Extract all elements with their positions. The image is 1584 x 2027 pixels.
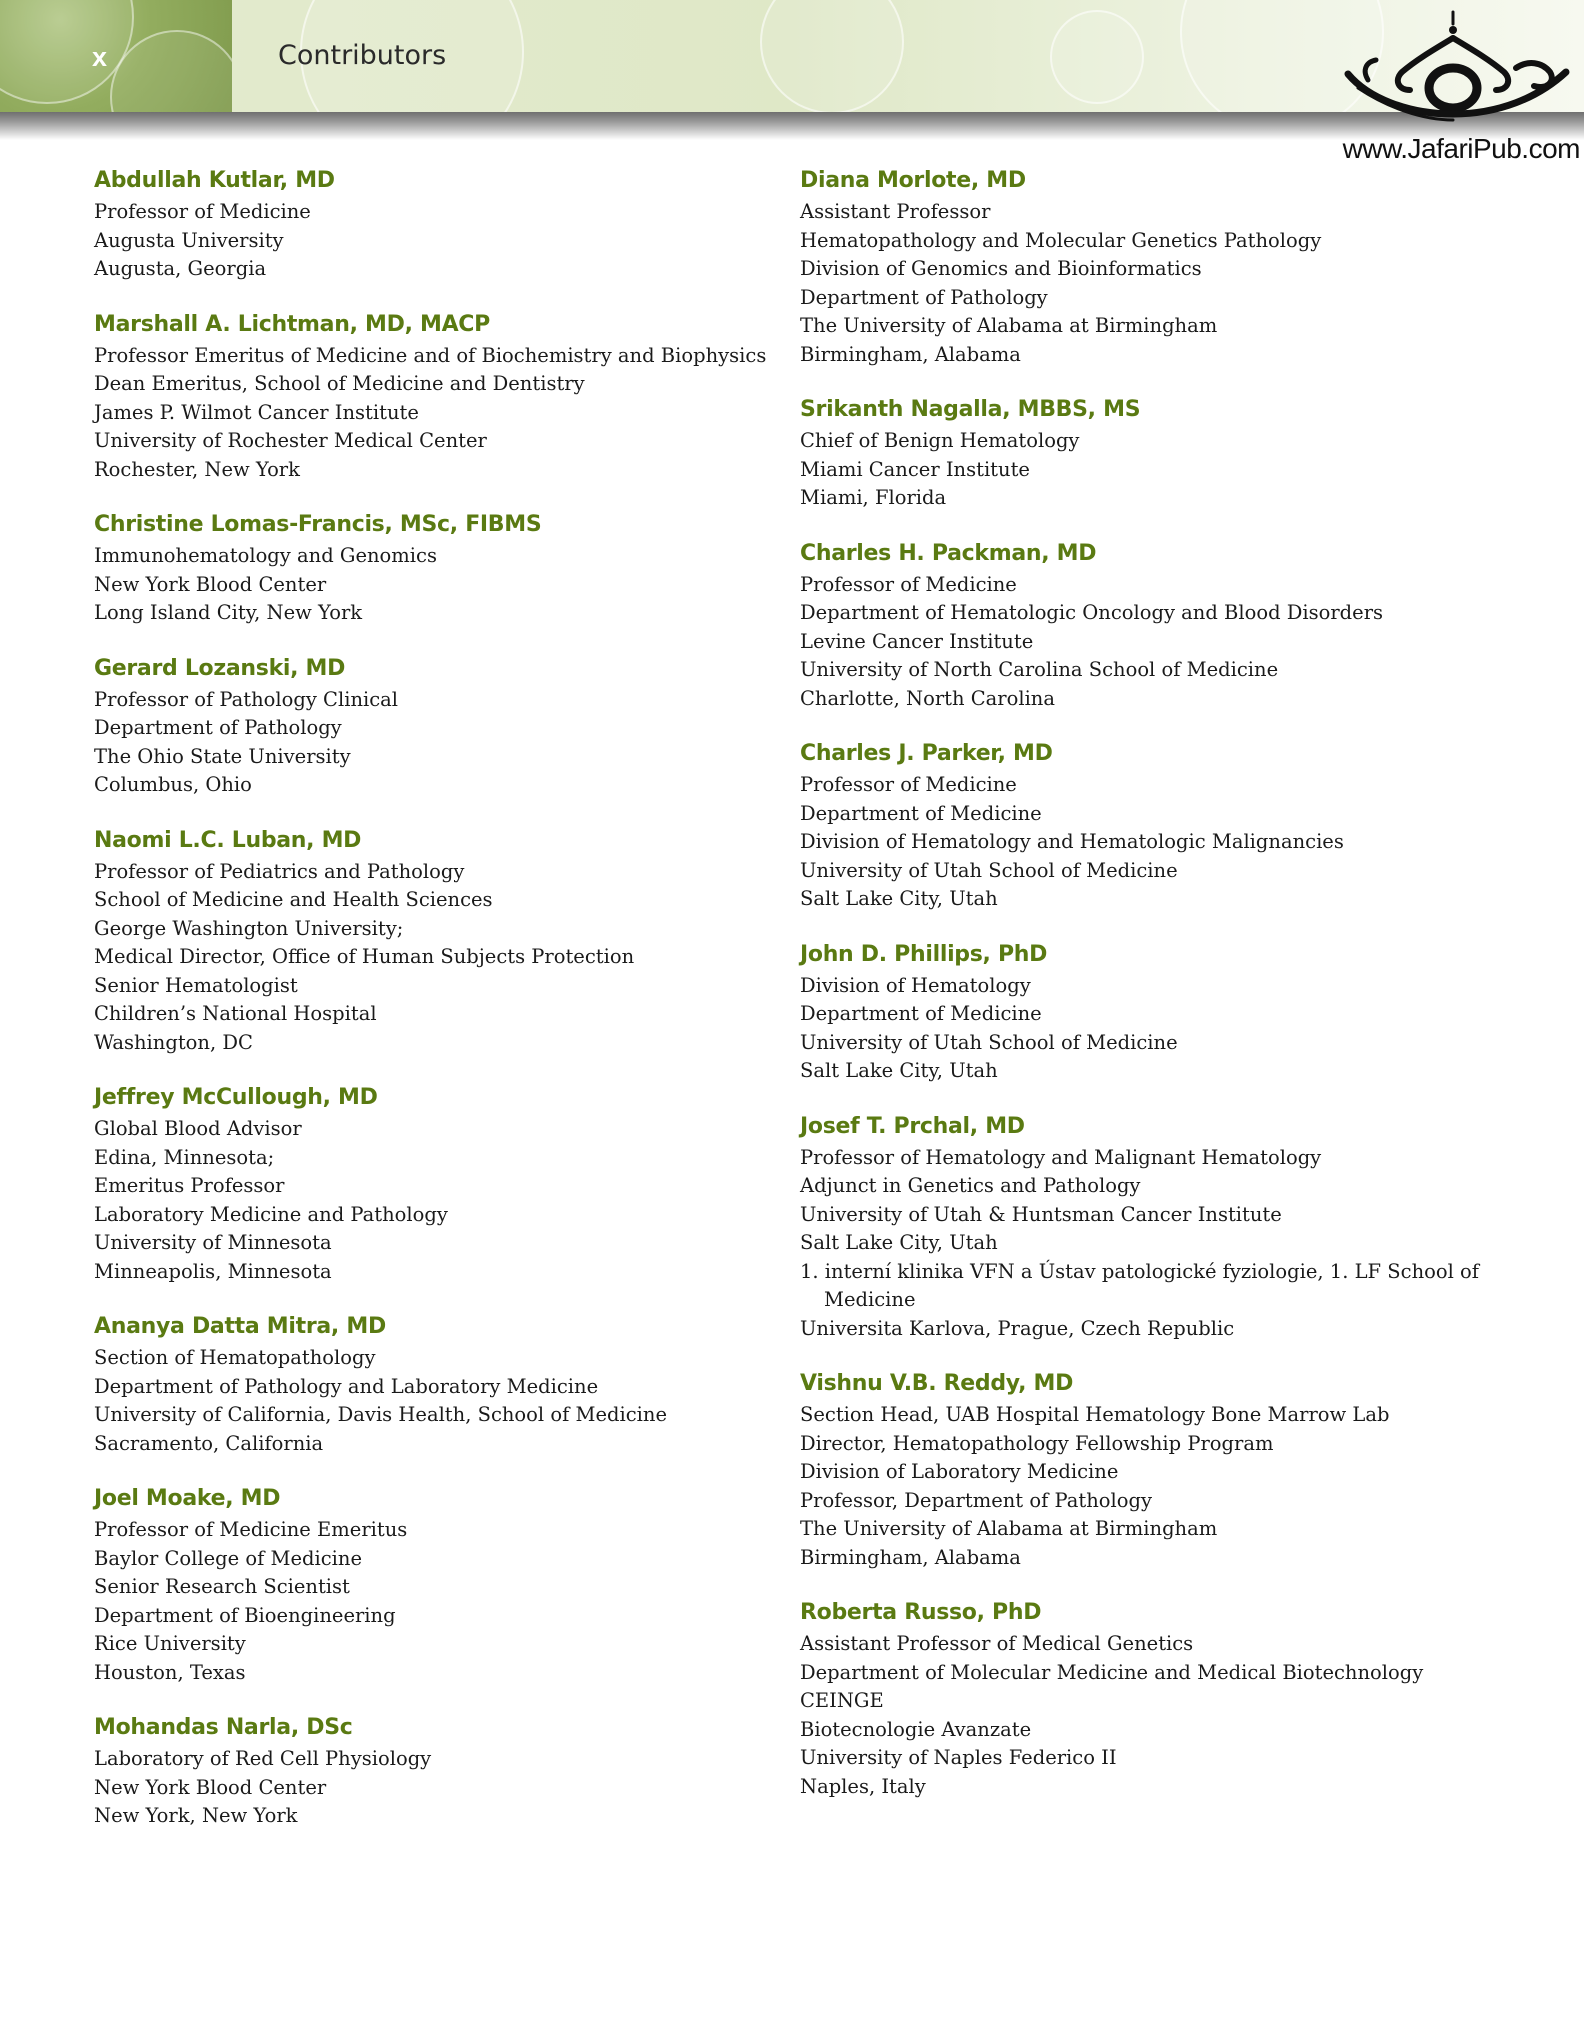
contributor-entry [800,537,1500,714]
watermark-url: www.JafariPub.com [1342,133,1580,164]
contributor-affiliation-line: University of North Carolina School of Medicine [800,658,1279,681]
contributor-affiliation-line: Section Head, UAB Hospital Hematology Bone Marrow Lab [800,1403,1390,1426]
contributor-affiliation-line: The Ohio State University [94,744,351,768]
decorative-bubble [1050,10,1144,104]
contributor-affiliation-line: Professor of Medicine [800,773,1017,796]
contributor-name: Jeffrey McCullough, MD [94,1085,378,1110]
contributor-affiliation-line: Division of Hematology and Hematologic Malignancies [800,830,1344,853]
contributor-affiliation-line: Medical Director, Office of Human Subjects Protection [94,945,635,968]
contributor-affiliation-line: Medicine [824,1288,916,1311]
page-number-tab [0,0,232,112]
contributor-affiliation-line: Augusta, Georgia [94,257,267,280]
contributor-entry [94,1482,794,1687]
contributor-affiliation-line: University of Utah & Huntsman Cancer Institute [800,1202,1282,1226]
contributor-affiliation-line: James P. Wilmot Cancer Institute [94,400,419,424]
contributor-affiliation-line: University of Rochester Medical Center [94,429,487,452]
contributor-affiliation-line: Division of Hematology [800,973,1031,997]
contributor-entry [94,1081,794,1286]
contributor-affiliation-line: Department of Hematologic Oncology and Blood Disorders [800,601,1384,624]
contributor-entry [800,1110,1500,1344]
publisher-logo-icon [1328,10,1578,132]
contributor-affiliation-line: Houston, Texas [94,1660,246,1684]
contributor-affiliation-line: Biotecnologie Avanzate [800,1717,1032,1741]
contributor-affiliation-line: Edina, Minnesota; [94,1145,275,1169]
contributor-affiliation-line: Assistant Professor of Medical Genetics [800,1632,1194,1655]
contributor-affiliation-line: Division of Laboratory Medicine [800,1460,1119,1483]
contributor-name: Charles H. Packman, MD [800,540,1097,566]
contributor-name: Christine Lomas-Francis, MSc, FIBMS [94,512,542,537]
contributor-entry [94,308,794,485]
contributor-affiliation-line: Washington, DC [94,1030,253,1054]
contributor-affiliation-line: Levine Cancer Institute [800,629,1034,653]
contributor-affiliation-line: Birmingham, Alabama [800,1545,1021,1569]
contributor-entry [94,1711,794,1831]
contributor-affiliation-line: Adjunct in Genetics and Pathology [800,1174,1141,1197]
contributor-affiliation-line: Department of Pathology and Laboratory Medicine [94,1374,599,1398]
contributor-affiliation-line: Department of Pathology [800,285,1048,309]
contributor-entry [800,393,1500,513]
contributor-name: Josef T. Prchal, MD [800,1113,1025,1139]
contributor-name: Diana Morlote, MD [800,168,1026,193]
contributor-affiliation-line: Department of Medicine [800,801,1042,825]
contributor-entry [800,1367,1500,1572]
contributor-affiliation-line: Miami, Florida [800,486,947,509]
contributor-affiliation-line: Professor Emeritus of Medicine and of Biochemistry and Biophysics [94,343,767,367]
section-title: Contributors [278,40,447,71]
contributor-affiliation-line: 1. interní klinika VFN a Ústav patologické fyziologie, 1. LF School of [800,1259,1479,1283]
contributor-affiliation-line: Minneapolis, Minnesota [94,1259,332,1283]
contributor-affiliation-line: Division of Genomics and Bioinformatics [800,257,1202,280]
contributor-affiliation-line: University of Utah School of Medicine [800,858,1178,882]
contributor-affiliation-line: Department of Pathology [94,716,342,739]
contributor-affiliation-line: Senior Research Scientist [94,1575,350,1598]
contributor-affiliation-line: Professor of Pathology Clinical [94,687,399,711]
contributor-affiliation-line: Department of Medicine [800,1002,1042,1025]
contributor-entry [800,737,1500,914]
contributor-affiliation-line: Emeritus Professor [94,1174,285,1197]
decorative-bubble [760,0,904,112]
contributor-affiliation-line: Charlotte, North Carolina [800,686,1055,710]
contributor-name: Roberta Russo, PhD [800,1600,1042,1625]
contributor-name: John D. Phillips, PhD [800,941,1048,967]
contributor-entry [94,652,794,800]
contributor-affiliation-line: New York, New York [94,1804,298,1827]
contributor-affiliation-line: University of Minnesota [94,1231,332,1254]
contributor-name: Joel Moake, MD [94,1486,281,1511]
contributor-affiliation-line: Professor of Medicine [800,572,1017,596]
contributor-affiliation-line: Sacramento, California [94,1431,324,1455]
contributor-name: Srikanth Nagalla, MBBS, MS [800,397,1141,422]
contributor-affiliation-line: Salt Lake City, Utah [800,887,998,910]
contributor-affiliation-line: Rochester, New York [94,457,300,481]
contributor-affiliation-line: Senior Hematologist [94,973,298,997]
contributor-affiliation-line: Miami Cancer Institute [800,457,1030,481]
contributor-affiliation-line: Long Island City, New York [94,601,363,624]
page-number: x [92,42,108,72]
contributor-affiliation-line: Director, Hematopathology Fellowship Program [800,1431,1274,1455]
contributor-affiliation-line: Naples, Italy [800,1774,926,1798]
contributor-affiliation-line: Immunohematology and Genomics [94,544,437,567]
contributor-affiliation-line: Salt Lake City, Utah [800,1059,998,1082]
contributor-affiliation-line: Laboratory Medicine and Pathology [94,1202,448,1226]
contributor-affiliation-line: The University of Alabama at Birmingham [800,1517,1218,1540]
contributor-name: Charles J. Parker, MD [800,741,1053,766]
contributor-entry [94,824,794,1058]
contributor-name: Mohandas Narla, DSc [94,1715,353,1740]
contributor-affiliation-line: Columbus, Ohio [94,773,252,796]
contributor-affiliation-line: University of Naples Federico II [800,1746,1117,1769]
contributor-affiliation-line: School of Medicine and Health Sciences [94,888,493,911]
contributor-affiliation-line: University of California, Davis Health, School of Medicine [94,1403,667,1426]
contributors-right-column [800,164,1500,1825]
contributor-affiliation-line: Salt Lake City, Utah [800,1231,998,1254]
contributor-affiliation-line: New York Blood Center [94,1775,327,1799]
contributor-affiliation-line: CEINGE [800,1689,884,1712]
contributors-left-column [94,164,794,1855]
contributor-affiliation-line: Augusta University [94,228,284,252]
contributor-affiliation-line: Baylor College of Medicine [94,1546,363,1570]
contributor-entry [94,508,794,628]
contributor-affiliation-line: Universita Karlova, Prague, Czech Republic [800,1316,1235,1340]
contributor-affiliation-line: Professor of Medicine Emeritus [94,1518,408,1541]
contributor-entry [800,938,1500,1086]
contributor-affiliation-line: Assistant Professor [800,200,991,223]
contributor-affiliation-line: Children’s National Hospital [94,1002,377,1025]
contributor-affiliation-line: Rice University [94,1632,246,1655]
contributor-name: Marshall A. Lichtman, MD, MACP [94,311,490,337]
contributor-affiliation-line: Professor of Medicine [94,200,311,223]
contributor-affiliation-line: Laboratory of Red Cell Physiology [94,1747,432,1770]
contributor-affiliation-line: Professor of Pediatrics and Pathology [94,859,465,883]
contributor-affiliation-line: Section of Hematopathology [94,1346,376,1369]
contributor-affiliation-line: Professor of Hematology and Malignant Hematology [800,1145,1322,1169]
contributor-affiliation-line: The University of Alabama at Birmingham [800,314,1218,337]
contributor-affiliation-line: Hematopathology and Molecular Genetics Pathology [800,228,1322,252]
contributor-affiliation-line: Dean Emeritus, School of Medicine and Dentistry [94,372,585,395]
contributor-name: Ananya Datta Mitra, MD [94,1314,386,1339]
contributor-name: Abdullah Kutlar, MD [94,168,335,193]
contributor-entry [94,164,794,284]
contributor-affiliation-line: Chief of Benign Hematology [800,429,1080,452]
contributor-name: Naomi L.C. Luban, MD [94,827,362,853]
contributor-affiliation-line: Department of Molecular Medicine and Medical Biotechnology [800,1660,1424,1684]
contributor-affiliation-line: University of Utah School of Medicine [800,1030,1178,1054]
contributor-entry [800,1596,1500,1801]
contributor-affiliation-line: Birmingham, Alabama [800,342,1021,366]
contributor-affiliation-line: Global Blood Advisor [94,1117,302,1140]
contributor-affiliation-line: Department of Bioengineering [94,1603,396,1627]
contributor-entry [94,1310,794,1458]
contributor-entry [800,164,1500,369]
contributor-affiliation-line: Professor, Department of Pathology [800,1488,1152,1512]
contributor-name: Gerard Lozanski, MD [94,655,346,681]
contributor-name: Vishnu V.B. Reddy, MD [800,1371,1074,1396]
contributor-affiliation-line: George Washington University; [94,916,404,940]
contributor-affiliation-line: New York Blood Center [94,572,327,596]
